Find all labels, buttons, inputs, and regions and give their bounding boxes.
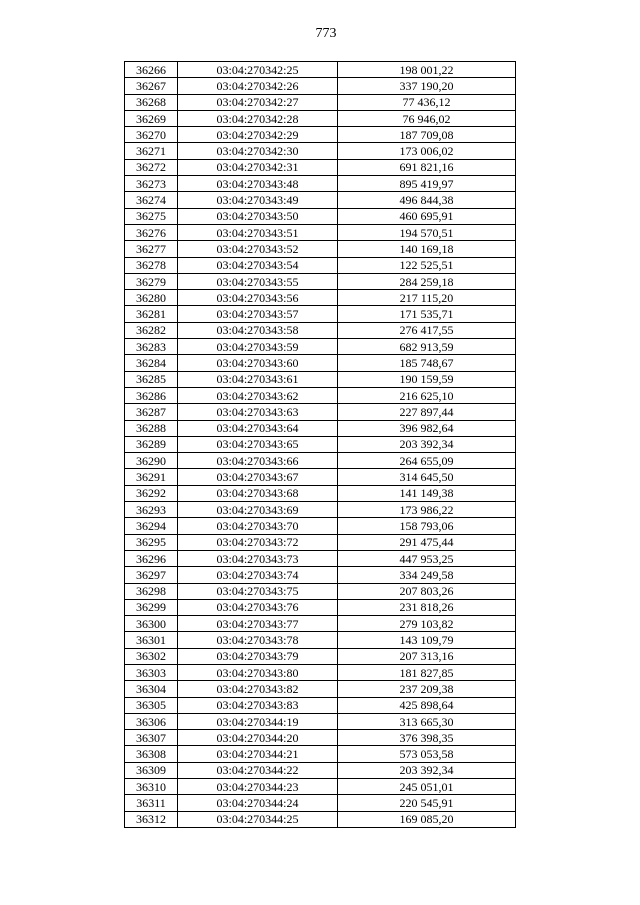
value-cell: 460 695,91 — [338, 208, 516, 224]
value-cell: 190 159,59 — [338, 371, 516, 387]
cadastral-number-cell: 03:04:270343:67 — [178, 469, 338, 485]
value-cell: 181 827,85 — [338, 664, 516, 680]
row-number-cell: 36286 — [125, 387, 178, 403]
row-number-cell: 36289 — [125, 436, 178, 452]
row-number-cell: 36270 — [125, 127, 178, 143]
row-number-cell: 36280 — [125, 290, 178, 306]
value-cell: 284 259,18 — [338, 273, 516, 289]
table-row — [125, 795, 516, 811]
value-cell: 207 313,16 — [338, 648, 516, 664]
value-cell: 245 051,01 — [338, 779, 516, 795]
row-number-cell: 36278 — [125, 257, 178, 273]
value-cell: 203 392,34 — [338, 436, 516, 452]
page-number: 773 — [315, 26, 337, 41]
table-row — [125, 534, 516, 550]
row-number-cell: 36305 — [125, 697, 178, 713]
row-number-cell: 36311 — [125, 795, 178, 811]
value-cell: 173 986,22 — [338, 502, 516, 518]
row-number-cell: 36285 — [125, 371, 178, 387]
table-row — [125, 290, 516, 306]
cadastral-number-cell: 03:04:270343:77 — [178, 616, 338, 632]
value-cell: 376 398,35 — [338, 730, 516, 746]
data-table — [124, 61, 516, 828]
value-cell: 276 417,55 — [338, 322, 516, 338]
cadastral-number-cell: 03:04:270344:25 — [178, 811, 338, 827]
row-number-cell: 36279 — [125, 273, 178, 289]
value-cell: 264 655,09 — [338, 453, 516, 469]
table-row — [125, 811, 516, 827]
value-cell: 198 001,22 — [338, 62, 516, 78]
value-cell: 76 946,02 — [338, 110, 516, 126]
table-row — [125, 208, 516, 224]
cadastral-number-cell: 03:04:270344:19 — [178, 713, 338, 729]
value-cell: 334 249,58 — [338, 567, 516, 583]
row-number-cell: 36291 — [125, 469, 178, 485]
cadastral-number-cell: 03:04:270343:64 — [178, 420, 338, 436]
row-number-cell: 36275 — [125, 208, 178, 224]
cadastral-number-cell: 03:04:270342:26 — [178, 78, 338, 94]
value-cell: 141 149,38 — [338, 485, 516, 501]
table-row — [125, 355, 516, 371]
row-number-cell: 36276 — [125, 224, 178, 240]
row-number-cell: 36309 — [125, 762, 178, 778]
table-row — [125, 371, 516, 387]
cadastral-number-cell: 03:04:270343:59 — [178, 339, 338, 355]
value-cell: 207 803,26 — [338, 583, 516, 599]
cadastral-number-cell: 03:04:270343:65 — [178, 436, 338, 452]
value-cell: 143 109,79 — [338, 632, 516, 648]
table-row — [125, 94, 516, 110]
table-row — [125, 176, 516, 192]
value-cell: 173 006,02 — [338, 143, 516, 159]
row-number-cell: 36269 — [125, 110, 178, 126]
value-cell: 425 898,64 — [338, 697, 516, 713]
table-row — [125, 469, 516, 485]
row-number-cell: 36281 — [125, 306, 178, 322]
cadastral-number-cell: 03:04:270342:28 — [178, 110, 338, 126]
table-row — [125, 730, 516, 746]
value-cell: 682 913,59 — [338, 339, 516, 355]
value-cell: 194 570,51 — [338, 224, 516, 240]
cadastral-number-cell: 03:04:270342:25 — [178, 62, 338, 78]
cadastral-number-cell: 03:04:270343:51 — [178, 224, 338, 240]
table-row — [125, 436, 516, 452]
value-cell: 227 897,44 — [338, 404, 516, 420]
table-row — [125, 762, 516, 778]
row-number-cell: 36298 — [125, 583, 178, 599]
row-number-cell: 36283 — [125, 339, 178, 355]
row-number-cell: 36293 — [125, 502, 178, 518]
table-body — [125, 62, 516, 828]
cadastral-number-cell: 03:04:270344:20 — [178, 730, 338, 746]
row-number-cell: 36284 — [125, 355, 178, 371]
cadastral-number-cell: 03:04:270343:79 — [178, 648, 338, 664]
table-row — [125, 599, 516, 615]
cadastral-number-cell: 03:04:270343:60 — [178, 355, 338, 371]
row-number-cell: 36304 — [125, 681, 178, 697]
table-row — [125, 241, 516, 257]
cadastral-number-cell: 03:04:270343:49 — [178, 192, 338, 208]
cadastral-number-cell: 03:04:270343:76 — [178, 599, 338, 615]
table-row — [125, 697, 516, 713]
cadastral-number-cell: 03:04:270344:22 — [178, 762, 338, 778]
table-row — [125, 648, 516, 664]
table-row — [125, 681, 516, 697]
cadastral-number-cell: 03:04:270344:24 — [178, 795, 338, 811]
cadastral-number-cell: 03:04:270343:62 — [178, 387, 338, 403]
row-number-cell: 36296 — [125, 550, 178, 566]
cadastral-number-cell: 03:04:270342:31 — [178, 159, 338, 175]
value-cell: 187 709,08 — [338, 127, 516, 143]
row-number-cell: 36302 — [125, 648, 178, 664]
cadastral-number-cell: 03:04:270343:61 — [178, 371, 338, 387]
cadastral-number-cell: 03:04:270343:80 — [178, 664, 338, 680]
value-cell: 337 190,20 — [338, 78, 516, 94]
table-row — [125, 583, 516, 599]
cadastral-number-cell: 03:04:270342:30 — [178, 143, 338, 159]
value-cell: 691 821,16 — [338, 159, 516, 175]
row-number-cell: 36274 — [125, 192, 178, 208]
row-number-cell: 36266 — [125, 62, 178, 78]
table-row — [125, 192, 516, 208]
table-row — [125, 339, 516, 355]
value-cell: 158 793,06 — [338, 518, 516, 534]
value-cell: 203 392,34 — [338, 762, 516, 778]
value-cell: 171 535,71 — [338, 306, 516, 322]
value-cell: 314 645,50 — [338, 469, 516, 485]
table-row — [125, 485, 516, 501]
table-row — [125, 453, 516, 469]
cadastral-number-cell: 03:04:270343:75 — [178, 583, 338, 599]
cadastral-number-cell: 03:04:270343:58 — [178, 322, 338, 338]
table-row — [125, 779, 516, 795]
table-row — [125, 78, 516, 94]
cadastral-number-cell: 03:04:270343:57 — [178, 306, 338, 322]
row-number-cell: 36277 — [125, 241, 178, 257]
cadastral-number-cell: 03:04:270343:74 — [178, 567, 338, 583]
row-number-cell: 36282 — [125, 322, 178, 338]
value-cell: 496 844,38 — [338, 192, 516, 208]
row-number-cell: 36287 — [125, 404, 178, 420]
row-number-cell: 36271 — [125, 143, 178, 159]
row-number-cell: 36299 — [125, 599, 178, 615]
value-cell: 122 525,51 — [338, 257, 516, 273]
cadastral-number-cell: 03:04:270343:70 — [178, 518, 338, 534]
table-row — [125, 322, 516, 338]
table-row — [125, 502, 516, 518]
value-cell: 217 115,20 — [338, 290, 516, 306]
table-row — [125, 62, 516, 78]
row-number-cell: 36295 — [125, 534, 178, 550]
cadastral-number-cell: 03:04:270343:55 — [178, 273, 338, 289]
cadastral-number-cell: 03:04:270343:83 — [178, 697, 338, 713]
cadastral-number-cell: 03:04:270342:27 — [178, 94, 338, 110]
table-row — [125, 110, 516, 126]
table-row — [125, 273, 516, 289]
cadastral-number-cell: 03:04:270343:52 — [178, 241, 338, 257]
value-cell: 231 818,26 — [338, 599, 516, 615]
value-cell: 216 625,10 — [338, 387, 516, 403]
value-cell: 279 103,82 — [338, 616, 516, 632]
table-row — [125, 224, 516, 240]
cadastral-number-cell: 03:04:270343:78 — [178, 632, 338, 648]
value-cell: 220 545,91 — [338, 795, 516, 811]
row-number-cell: 36306 — [125, 713, 178, 729]
row-number-cell: 36288 — [125, 420, 178, 436]
row-number-cell: 36292 — [125, 485, 178, 501]
row-number-cell: 36303 — [125, 664, 178, 680]
row-number-cell: 36297 — [125, 567, 178, 583]
row-number-cell: 36310 — [125, 779, 178, 795]
table-row — [125, 567, 516, 583]
value-cell: 77 436,12 — [338, 94, 516, 110]
row-number-cell: 36300 — [125, 616, 178, 632]
table-row — [125, 632, 516, 648]
cadastral-number-cell: 03:04:270344:21 — [178, 746, 338, 762]
row-number-cell: 36301 — [125, 632, 178, 648]
row-number-cell: 36290 — [125, 453, 178, 469]
table-row — [125, 420, 516, 436]
cadastral-number-cell: 03:04:270344:23 — [178, 779, 338, 795]
table-row — [125, 306, 516, 322]
table-row — [125, 664, 516, 680]
cadastral-number-cell: 03:04:270343:73 — [178, 550, 338, 566]
cadastral-number-cell: 03:04:270343:69 — [178, 502, 338, 518]
value-cell: 396 982,64 — [338, 420, 516, 436]
cadastral-number-cell: 03:04:270343:63 — [178, 404, 338, 420]
table-row — [125, 550, 516, 566]
table-row — [125, 518, 516, 534]
cadastral-number-cell: 03:04:270343:66 — [178, 453, 338, 469]
table-row — [125, 387, 516, 403]
cadastral-number-cell: 03:04:270343:50 — [178, 208, 338, 224]
row-number-cell: 36272 — [125, 159, 178, 175]
value-cell: 291 475,44 — [338, 534, 516, 550]
row-number-cell: 36308 — [125, 746, 178, 762]
cadastral-number-cell: 03:04:270342:29 — [178, 127, 338, 143]
row-number-cell: 36273 — [125, 176, 178, 192]
row-number-cell: 36312 — [125, 811, 178, 827]
cadastral-number-cell: 03:04:270343:56 — [178, 290, 338, 306]
value-cell: 447 953,25 — [338, 550, 516, 566]
table-row — [125, 143, 516, 159]
cadastral-number-cell: 03:04:270343:72 — [178, 534, 338, 550]
value-cell: 185 748,67 — [338, 355, 516, 371]
cadastral-number-cell: 03:04:270343:82 — [178, 681, 338, 697]
cadastral-number-cell: 03:04:270343:68 — [178, 485, 338, 501]
table-row — [125, 159, 516, 175]
value-cell: 140 169,18 — [338, 241, 516, 257]
value-cell: 573 053,58 — [338, 746, 516, 762]
value-cell: 237 209,38 — [338, 681, 516, 697]
table-row — [125, 404, 516, 420]
row-number-cell: 36294 — [125, 518, 178, 534]
value-cell: 895 419,97 — [338, 176, 516, 192]
row-number-cell: 36268 — [125, 94, 178, 110]
value-cell: 313 665,30 — [338, 713, 516, 729]
table-row — [125, 127, 516, 143]
value-cell: 169 085,20 — [338, 811, 516, 827]
table-row — [125, 713, 516, 729]
cadastral-number-cell: 03:04:270343:54 — [178, 257, 338, 273]
table-row — [125, 616, 516, 632]
table-row — [125, 257, 516, 273]
table-row — [125, 746, 516, 762]
row-number-cell: 36267 — [125, 78, 178, 94]
cadastral-number-cell: 03:04:270343:48 — [178, 176, 338, 192]
row-number-cell: 36307 — [125, 730, 178, 746]
